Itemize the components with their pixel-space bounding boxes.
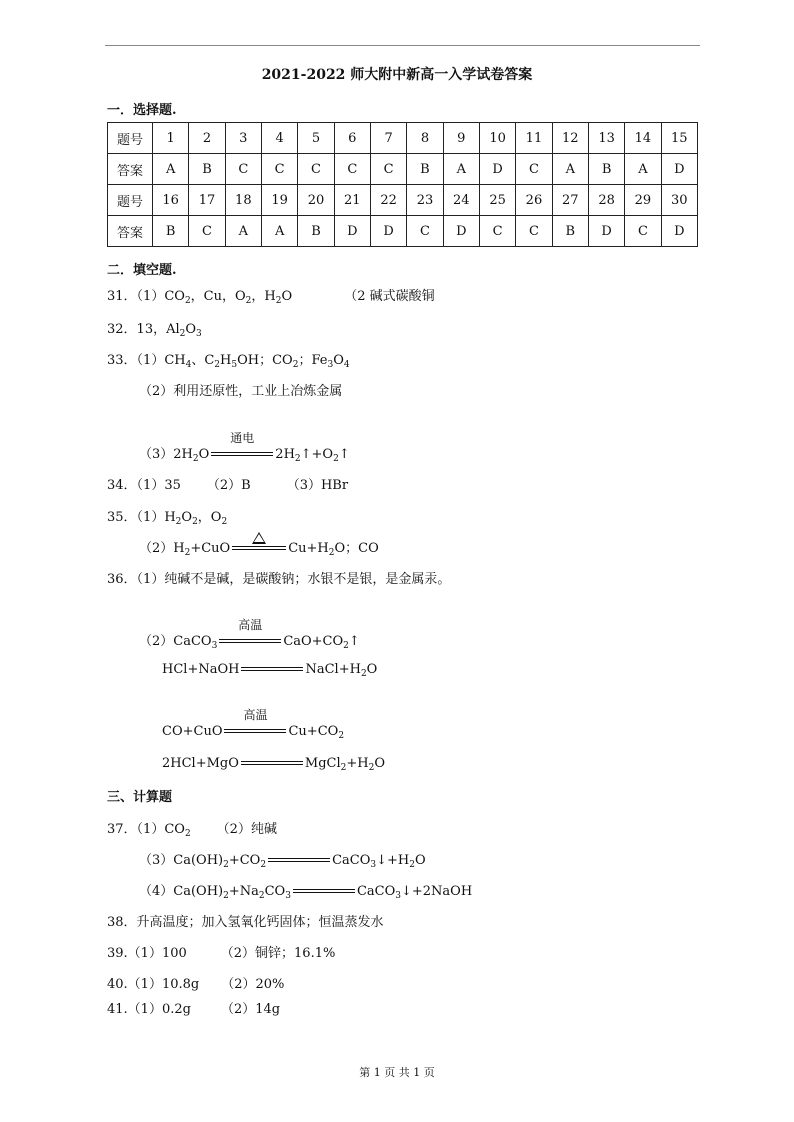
- table-cell: 16: [153, 185, 189, 216]
- table-cell: 24: [443, 185, 479, 216]
- table-cell: 8: [407, 123, 443, 154]
- q31-line: 31．$(1)CO_2$，Cu，$O_2$，$H_2O$ （2 碱式碳酸铜: [107, 289, 435, 306]
- equals-sign: [232, 544, 286, 554]
- equals-sign: 高温: [219, 637, 281, 647]
- row-label: 题号: [108, 123, 153, 154]
- table-cell: C: [479, 216, 515, 247]
- table-cell: C: [516, 154, 552, 185]
- table-cell: 21: [334, 185, 370, 216]
- table-cell: D: [588, 216, 624, 247]
- table-cell: C: [407, 216, 443, 247]
- row-label: 题号: [108, 185, 153, 216]
- page-footer: 第 1 页 共 1 页: [359, 1066, 435, 1079]
- table-cell: B: [588, 154, 624, 185]
- table-cell: 17: [189, 185, 225, 216]
- q40-line: 40.（1）10.8g （2）20%: [107, 977, 285, 992]
- table-cell: 9: [443, 123, 479, 154]
- table-cell: 28: [588, 185, 624, 216]
- q37-line1: 37．$(1)CO_2$ （2）纯碱: [107, 822, 277, 839]
- table-cell: 6: [334, 123, 370, 154]
- q36-equation-2: HCl+NaOH $NaCl+H_2O$: [162, 662, 378, 679]
- table-cell: 4: [261, 123, 297, 154]
- q36-equation-1: （2）CaCO$_3$ 高温 $CaO+CO_2↑$: [139, 617, 360, 651]
- table-cell: 14: [625, 123, 661, 154]
- table-cell: B: [552, 216, 588, 247]
- table-cell: D: [334, 216, 370, 247]
- table-cell: D: [370, 216, 406, 247]
- table-row: [108, 154, 698, 185]
- table-cell: 10: [479, 123, 515, 154]
- q36-equation-3: CO+CuO 高温 $Cu+CO_2$: [162, 707, 345, 741]
- table-cell: 27: [552, 185, 588, 216]
- q38-line: 38．升高温度；加入氢氧化钙固体；恒温蒸发水: [107, 915, 384, 930]
- q36-line1: 36．（1）纯碱不是碱，是碳酸钠；水银不是银，是金属汞。: [107, 572, 451, 587]
- table-cell: D: [661, 154, 697, 185]
- q35-line1: 35．$(1)H_2O_2$，$O_2$: [107, 510, 228, 527]
- table-cell: 15: [661, 123, 697, 154]
- table-row: [108, 123, 698, 154]
- table-cell: 11: [516, 123, 552, 154]
- table-cell: 29: [625, 185, 661, 216]
- table-cell: C: [225, 154, 261, 185]
- q37-line2: $(3)Ca(OH)_2+CO_2$ $CaCO_3↓+H_2O$: [139, 853, 426, 870]
- equals-sign: [241, 665, 303, 675]
- table-cell: 20: [298, 185, 334, 216]
- table-cell: C: [334, 154, 370, 185]
- table-cell: C: [261, 154, 297, 185]
- table-cell: 22: [370, 185, 406, 216]
- equals-sign: [241, 759, 303, 769]
- table-row: [108, 216, 698, 247]
- q37-line3: $(4)Ca(OH)_2+Na_2CO_3$ CaCO$_3$↓+2NaOH: [139, 884, 473, 901]
- table-cell: C: [625, 216, 661, 247]
- table-cell: C: [298, 154, 334, 185]
- section-choice-heading: 一．选择题.: [107, 103, 177, 118]
- q32-line: 32．13，$Al_2O_3$: [107, 322, 202, 339]
- table-cell: A: [153, 154, 189, 185]
- table-cell: 2: [189, 123, 225, 154]
- section-fill-heading: 二．填空题.: [107, 263, 177, 278]
- table-cell: 1: [153, 123, 189, 154]
- table-cell: A: [625, 154, 661, 185]
- q41-line: 41.（1）0.2g （2）14g: [107, 1002, 281, 1017]
- q33-line2: （2）利用还原性，工业上冶炼金属: [139, 384, 343, 399]
- answer-table: [107, 122, 698, 247]
- table-cell: 13: [588, 123, 624, 154]
- q36-equation-4: 2HCl+MgO $MgCl_2+H_2O$: [162, 756, 386, 773]
- row-label: 答案: [108, 216, 153, 247]
- header-rule: [105, 45, 700, 46]
- table-cell: 23: [407, 185, 443, 216]
- table-cell: C: [370, 154, 406, 185]
- table-cell: 26: [516, 185, 552, 216]
- table-cell: B: [298, 216, 334, 247]
- equals-sign: 通电: [211, 450, 273, 460]
- table-cell: A: [261, 216, 297, 247]
- table-cell: B: [407, 154, 443, 185]
- q33-equation: $(3)2H_2O$ 通电 $2H_2↑+O_2↑$: [139, 430, 350, 464]
- equals-sign: [268, 856, 330, 866]
- table-cell: 7: [370, 123, 406, 154]
- row-label: 答案: [108, 154, 153, 185]
- table-cell: A: [552, 154, 588, 185]
- table-cell: 12: [552, 123, 588, 154]
- table-cell: 30: [661, 185, 697, 216]
- table-cell: 3: [225, 123, 261, 154]
- section-calc-heading: 三、计算题: [107, 790, 173, 805]
- table-cell: B: [153, 216, 189, 247]
- equals-sign: [293, 887, 355, 897]
- table-cell: C: [189, 216, 225, 247]
- table-cell: A: [225, 216, 261, 247]
- table-cell: D: [661, 216, 697, 247]
- table-cell: 19: [261, 185, 297, 216]
- table-cell: 5: [298, 123, 334, 154]
- table-cell: 18: [225, 185, 261, 216]
- page-title: 2021-2022 师大附中新高一入学试卷答案: [261, 67, 533, 83]
- q35-line2: $(2)H_2+CuO$ $Cu+H_2O$；CO: [139, 537, 379, 556]
- table-row: [108, 185, 698, 216]
- equals-sign: 高温: [224, 727, 286, 737]
- table-cell: C: [516, 216, 552, 247]
- table-cell: A: [443, 154, 479, 185]
- heat-triangle-icon: [252, 532, 266, 544]
- q33-line1: 33．$(1)CH_4$、$C_2H_5OH$；$CO_2$；$Fe_3O_4$: [107, 353, 350, 370]
- table-cell: 25: [479, 185, 515, 216]
- table-cell: D: [443, 216, 479, 247]
- table-cell: B: [189, 154, 225, 185]
- q34-line: 34．（1）35 （2）B （3）HBr: [107, 478, 349, 493]
- table-cell: D: [479, 154, 515, 185]
- q39-line: 39.（1）100 （2）铜锌；16.1%: [107, 946, 336, 961]
